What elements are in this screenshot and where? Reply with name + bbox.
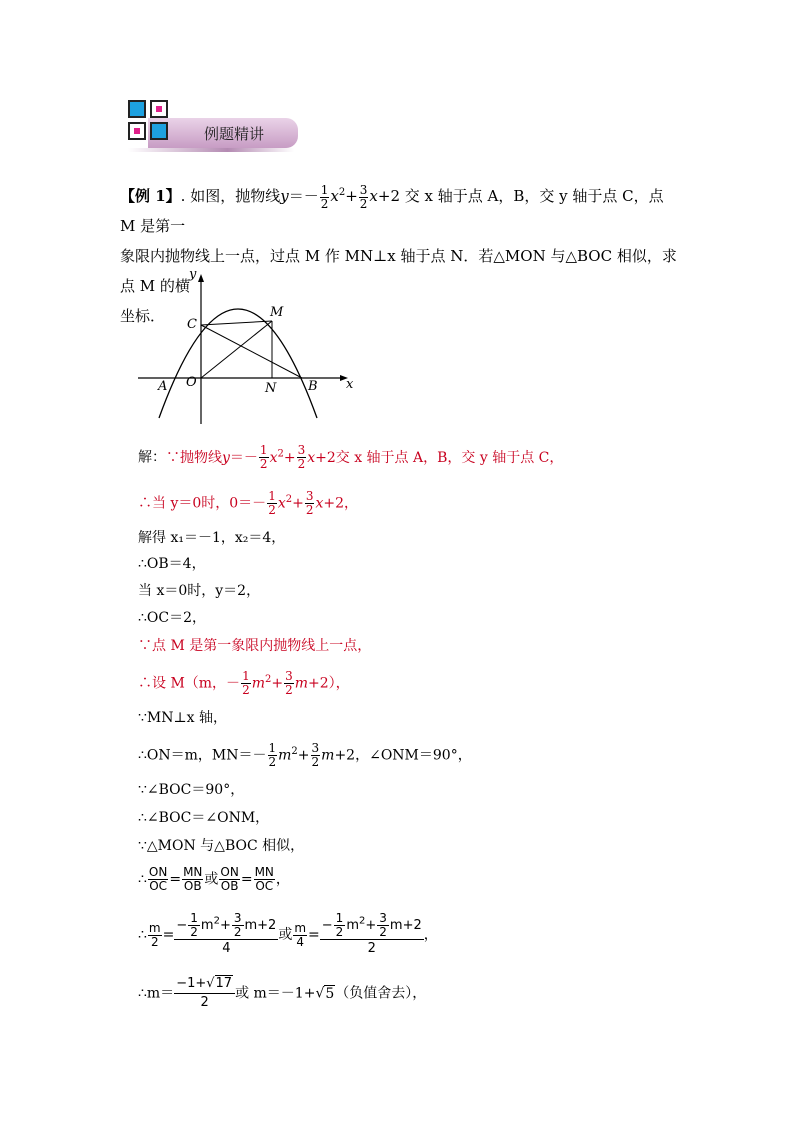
label-x: x <box>346 377 354 392</box>
section-title: 例题精讲 <box>204 125 265 143</box>
label-B: B <box>308 379 318 394</box>
section-banner <box>128 100 298 154</box>
solution-line-2: ∴当 y＝0时，0＝－ $\frac{1}{2}$ $x^2+$ $\frac{3}{2}$ x+2， <box>138 489 359 518</box>
banner-underline <box>128 148 294 152</box>
solution-line-11: ∵∠BOC＝90°， <box>138 782 245 798</box>
label-M: M <box>270 305 284 320</box>
solution-line-4: ∴OB＝4， <box>138 556 206 572</box>
solution-line-3: 解得 x₁＝－1，x₂＝4， <box>138 530 286 546</box>
label-A: A <box>158 379 168 394</box>
parabola-figure <box>134 268 358 428</box>
parabola-curve <box>159 309 317 418</box>
label-C: C <box>187 317 197 332</box>
solution-line-15: ∴ $\frac{m}{2}$ = − $\frac{1}{2}$ $m^2+$ $\frac{3}{2}$ m+2 4 或 $\frac{m}{4}$ = − $\frac{1}{2}$ $m^2+$ $\frac{3}{2}$ m+2 2 ， <box>138 911 438 956</box>
segment-OM <box>201 321 272 378</box>
solution-line-1: 解：∵抛物线y＝－ $\frac{1}{2}$ $x^2+$ $\frac{3}{2}$ x+2交 x 轴于点 A，B，交 y 轴于点 C， <box>138 443 564 472</box>
problem-line-1: 【例 1】. 如图，抛物线y＝－ $\frac{1}{2}$ $x^2+$ $\frac{3}{2}$ x+2 交 x 轴于点 A，B，交 y 轴于点 C，点 M 是第一 <box>120 182 664 235</box>
solution-line-14: ∴ $\frac{ON}{OC}$ = $\frac{MN}{OB}$ 或 $\frac{ON}{OB}$ = $\frac{MN}{OC}$ ， <box>138 865 290 893</box>
solution-line-12: ∴∠BOC＝∠ONM， <box>138 810 270 826</box>
solution-line-6: ∴OC＝2， <box>138 610 207 626</box>
problem-line-2: 象限内抛物线上一点，过点 M 作 MN⊥x 轴于点 N．若△MON 与△BOC 相似，求点 M 的横 <box>120 247 677 295</box>
solution-line-7: ∵点 M 是第一象限内抛物线上一点， <box>138 638 372 654</box>
solution-line-16: ∴m＝ $\frac{-1+√17}{2}$ 或 m＝－1+√5（负值舍去）， <box>138 976 427 1010</box>
label-N: N <box>265 381 277 396</box>
solution-line-9: ∵MN⊥x 轴， <box>138 710 228 726</box>
label-O: O <box>186 375 197 390</box>
example-tag: 【例 1】 <box>120 187 181 205</box>
label-y: y <box>189 268 197 282</box>
problem-line-3: 坐标． <box>120 307 166 325</box>
solution-line-5: 当 x＝0时，y＝2， <box>138 583 261 599</box>
solution-line-8: ∴设 M（m，－ $\frac{1}{2}$ $m^2+$ $\frac{3}{2}$ m+2）， <box>138 669 350 698</box>
solution-line-10: ∴ON＝m，MN＝－ $\frac{1}{2}$ $m^2+$ $\frac{3}{2}$ m+2，∠ONM＝90°， <box>138 741 472 770</box>
solution-line-13: ∵△MON 与△BOC 相似， <box>138 838 305 854</box>
